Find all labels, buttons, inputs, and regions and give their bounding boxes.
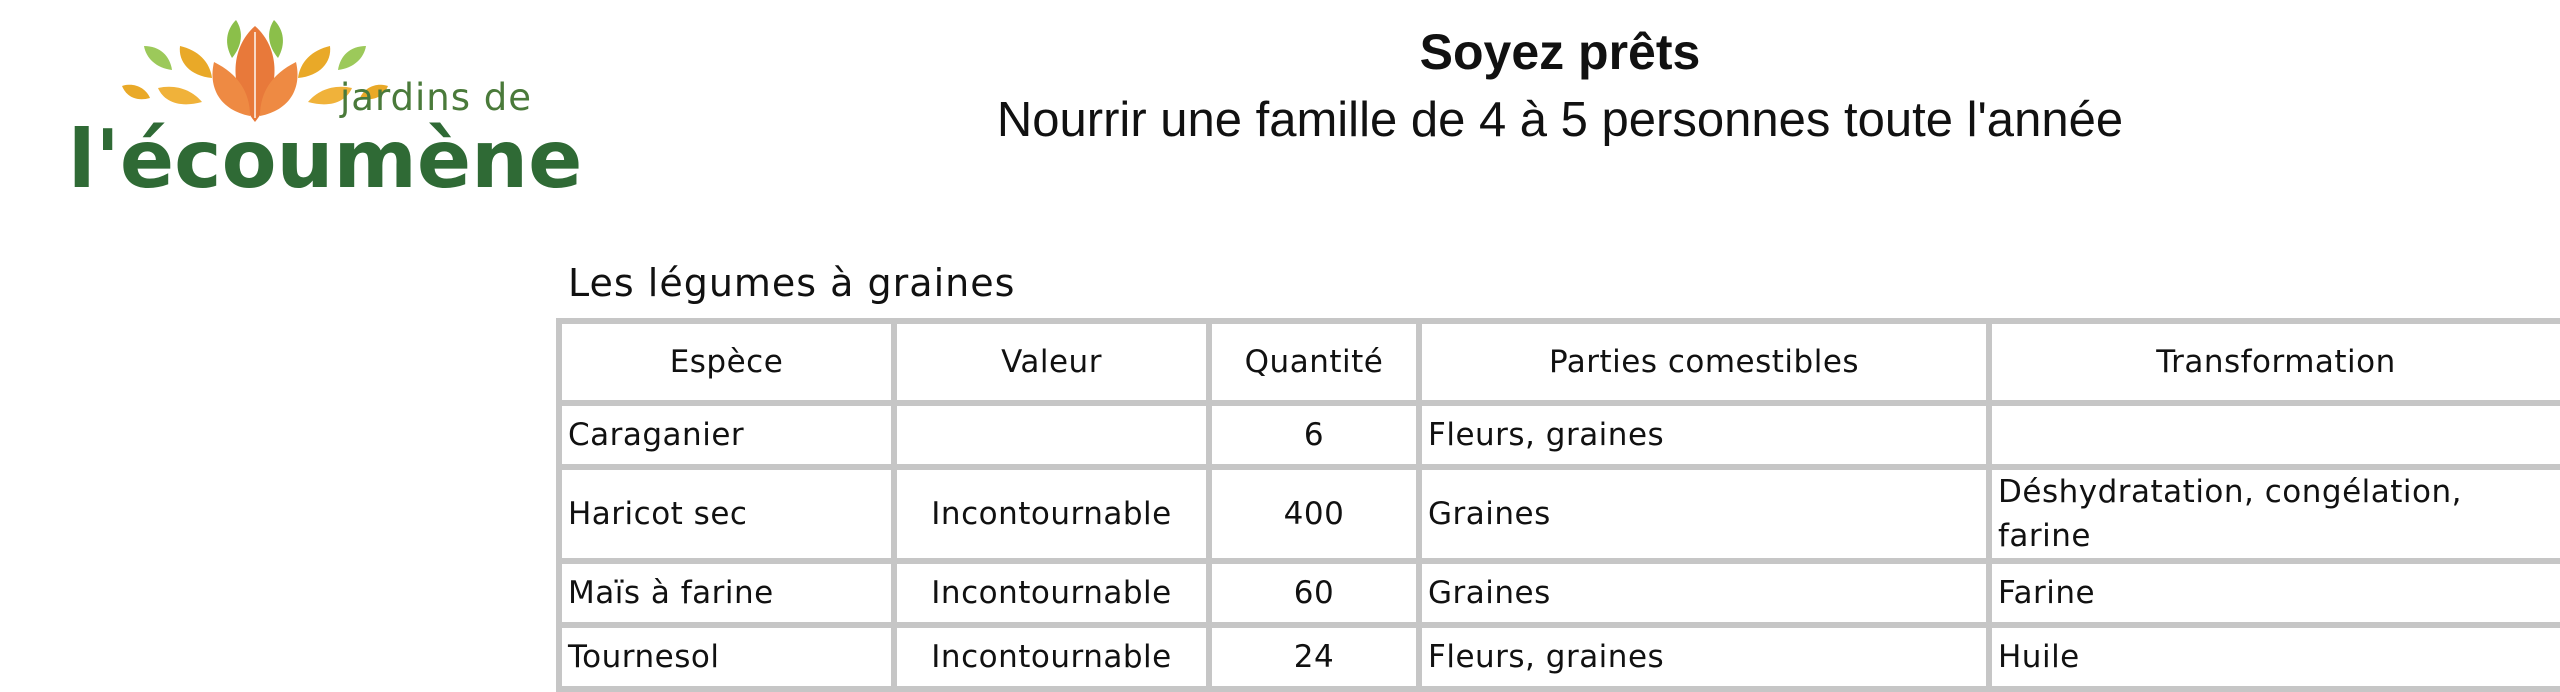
column-header-valeur: Valeur	[894, 321, 1209, 403]
cell-quantite: 24	[1209, 625, 1419, 689]
cell-valeur	[894, 403, 1209, 467]
section-title: Les légumes à graines	[568, 261, 1016, 305]
page-title: Soyez prêts	[1419, 24, 1701, 80]
table-row	[559, 467, 2560, 561]
table-row	[559, 561, 2560, 625]
logo	[60, 18, 583, 206]
cell-espece: Maïs à farine	[559, 561, 894, 625]
cell-espece: Caraganier	[559, 403, 894, 467]
page-subtitle: Nourrir une famille de 4 à 5 personnes toute l'année	[996, 93, 2124, 147]
column-header-transformation: Transformation	[1989, 321, 2560, 403]
cell-transformation	[1989, 403, 2560, 467]
cell-parties: Fleurs, graines	[1419, 403, 1989, 467]
cell-valeur: Incontournable	[894, 467, 1209, 561]
cell-quantite: 60	[1209, 561, 1419, 625]
cell-valeur: Incontournable	[894, 625, 1209, 689]
logo-brand-name: l'écoumène	[68, 113, 583, 206]
cell-quantite: 6	[1209, 403, 1419, 467]
cell-parties: Graines	[1419, 467, 1989, 561]
column-header-espece: Espèce	[559, 321, 894, 403]
logo-tagline: jardins de	[340, 76, 533, 119]
cell-espece: Haricot sec	[559, 467, 894, 561]
cell-transformation: Déshydratation, congélation, farine	[1989, 467, 2560, 561]
column-header-quantite: Quantité	[1209, 321, 1419, 403]
cell-espece: Tournesol	[559, 625, 894, 689]
cell-transformation: Huile	[1989, 625, 2560, 689]
cell-parties: Fleurs, graines	[1419, 625, 1989, 689]
cell-quantite: 400	[1209, 467, 1419, 561]
table-header-row	[559, 321, 2560, 403]
table-row	[559, 625, 2560, 689]
crops-table	[556, 318, 2560, 692]
cell-valeur: Incontournable	[894, 561, 1209, 625]
column-header-parties: Parties comestibles	[1419, 321, 1989, 403]
cell-parties: Graines	[1419, 561, 1989, 625]
table-row	[559, 403, 2560, 467]
cell-transformation: Farine	[1989, 561, 2560, 625]
